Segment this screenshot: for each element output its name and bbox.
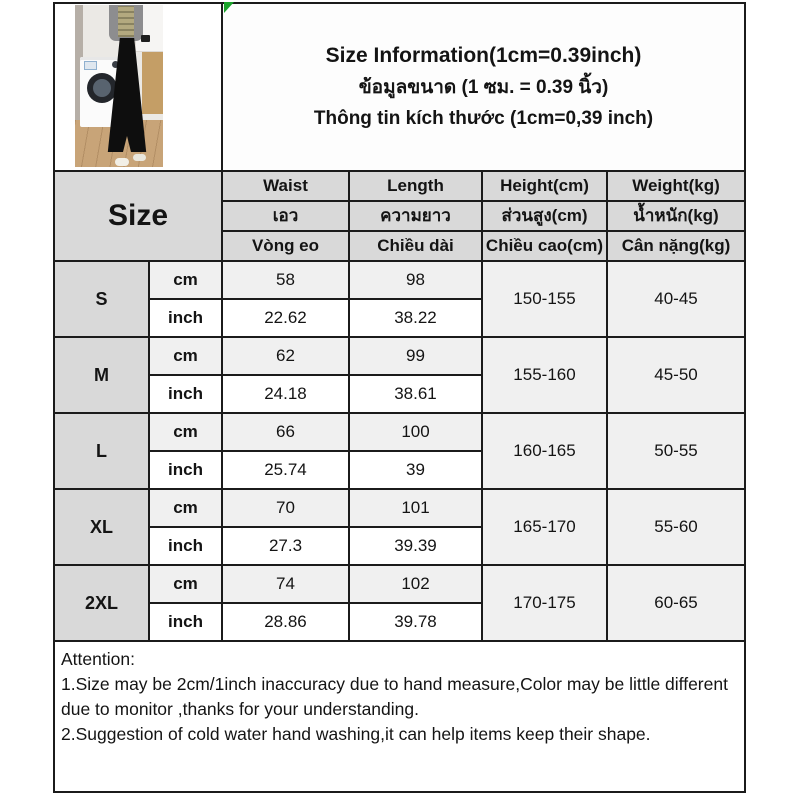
unit-label: inch xyxy=(149,375,222,413)
weight-range: 40-45 xyxy=(607,261,745,337)
table-row xyxy=(54,337,745,375)
waist-cm-value: 66 xyxy=(222,413,349,451)
height-range: 170-175 xyxy=(482,565,607,641)
title-thai: ข้อมูลขนาด (1 ซม. = 0.39 นิ้ว) xyxy=(358,77,609,99)
attention-line-1: 1.Size may be 2cm/1inch inaccuracy due to hand measure,Color may be little different due to monitor ,thanks for your understanding. xyxy=(61,674,728,719)
length-inch-value: 39 xyxy=(349,451,482,489)
unit-label: cm xyxy=(149,489,222,527)
col-header-waist-vi: Vòng eo xyxy=(222,231,349,261)
size-label: 2XL xyxy=(54,565,149,641)
table-row xyxy=(54,413,745,451)
waist-cm-value: 58 xyxy=(222,261,349,299)
col-header-weight-th: น้ำหนัก(kg) xyxy=(607,201,745,231)
unit-label: cm xyxy=(149,337,222,375)
weight-range: 45-50 xyxy=(607,337,745,413)
title-vietnamese: Thông tin kích thước (1cm=0,39 inch) xyxy=(313,107,654,129)
unit-label: cm xyxy=(149,261,222,299)
size-label: S xyxy=(54,261,149,337)
unit-label: inch xyxy=(149,299,222,337)
title-english: Size Information(1cm=0.39inch) xyxy=(325,44,642,68)
col-header-length-vi: Chiều dài xyxy=(349,231,482,261)
table-row xyxy=(54,489,745,527)
product-photo xyxy=(75,5,163,167)
unit-label: inch xyxy=(149,451,222,489)
waist-cm-value: 70 xyxy=(222,489,349,527)
length-inch-value: 39.39 xyxy=(349,527,482,565)
table-row xyxy=(54,565,745,603)
attention-line-2: 2.Suggestion of cold water hand washing,it can help items keep their shape. xyxy=(61,724,651,744)
table-row xyxy=(54,261,745,299)
waist-inch-value: 22.62 xyxy=(222,299,349,337)
unit-label: cm xyxy=(149,413,222,451)
waist-inch-value: 27.3 xyxy=(222,527,349,565)
attention-heading: Attention: xyxy=(61,649,135,669)
model-figure xyxy=(105,5,153,167)
size-table xyxy=(53,2,746,793)
weight-range: 55-60 xyxy=(607,489,745,565)
length-inch-value: 38.22 xyxy=(349,299,482,337)
model-pants xyxy=(107,38,147,152)
waist-inch-value: 28.86 xyxy=(222,603,349,641)
col-header-length-th: ความยาว xyxy=(349,201,482,231)
weight-range: 60-65 xyxy=(607,565,745,641)
weight-range: 50-55 xyxy=(607,413,745,489)
col-header-waist-th: เอว xyxy=(222,201,349,231)
unit-label: cm xyxy=(149,565,222,603)
length-inch-value: 38.61 xyxy=(349,375,482,413)
length-cm-value: 101 xyxy=(349,489,482,527)
model-top xyxy=(118,6,134,37)
waist-inch-value: 24.18 xyxy=(222,375,349,413)
col-header-height-vi: Chiều cao(cm) xyxy=(482,231,607,261)
col-header-height-en: Height(cm) xyxy=(482,171,607,201)
length-cm-value: 100 xyxy=(349,413,482,451)
model-shoe xyxy=(115,158,129,166)
height-range: 160-165 xyxy=(482,413,607,489)
col-header-height-th: ส่วนสูง(cm) xyxy=(482,201,607,231)
waist-cm-value: 62 xyxy=(222,337,349,375)
height-range: 150-155 xyxy=(482,261,607,337)
length-cm-value: 98 xyxy=(349,261,482,299)
col-header-length-en: Length xyxy=(349,171,482,201)
washer-drawer xyxy=(84,61,97,70)
unit-label: inch xyxy=(149,603,222,641)
waist-cm-value: 74 xyxy=(222,565,349,603)
length-inch-value: 39.78 xyxy=(349,603,482,641)
length-cm-value: 102 xyxy=(349,565,482,603)
col-header-weight-en: Weight(kg) xyxy=(607,171,745,201)
size-label: L xyxy=(54,413,149,489)
size-header: Size xyxy=(54,171,222,261)
model-shoe xyxy=(133,154,146,161)
unit-label: inch xyxy=(149,527,222,565)
height-range: 155-160 xyxy=(482,337,607,413)
size-label: M xyxy=(54,337,149,413)
waist-inch-value: 25.74 xyxy=(222,451,349,489)
length-cm-value: 99 xyxy=(349,337,482,375)
attention-note xyxy=(54,641,745,792)
model-camera xyxy=(141,35,150,42)
height-range: 165-170 xyxy=(482,489,607,565)
size-label: XL xyxy=(54,489,149,565)
title-cell xyxy=(222,3,745,171)
col-header-weight-vi: Cân nặng(kg) xyxy=(607,231,745,261)
col-header-waist-en: Waist xyxy=(222,171,349,201)
product-photo-cell xyxy=(54,3,222,171)
